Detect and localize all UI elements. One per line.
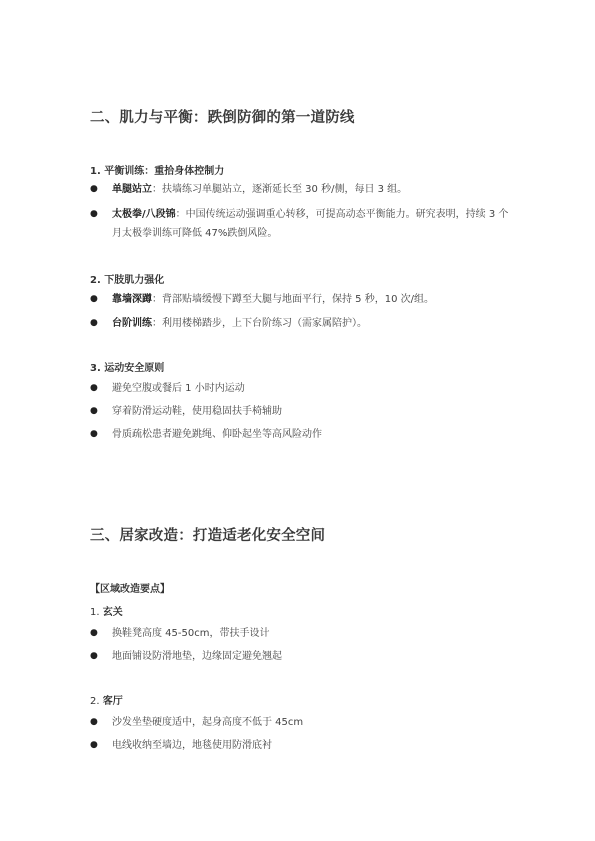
bullet-icon: ●: [90, 651, 98, 661]
item-text: ：扶墙练习单腿站立，逐渐延长至 30 秒/侧，每日 3 组。: [152, 184, 408, 195]
subsection-heading-safety-principles: [90, 359, 164, 374]
list-item: [90, 713, 510, 732]
bullet-icon: ●: [90, 184, 98, 194]
bullet-icon: ●: [90, 740, 98, 750]
section-heading-home-modification: 三、居家改造：打造适老化安全空间: [90, 528, 326, 544]
bullet-icon: ●: [90, 294, 98, 304]
bullet-icon: ●: [90, 628, 98, 638]
subsection-title: 客厅: [102, 696, 123, 707]
item-label: 单腿站立: [112, 184, 152, 195]
list-item: [90, 205, 510, 243]
subsection-heading-balance-training: [90, 162, 224, 177]
list-item: [90, 425, 510, 444]
bullet-icon: ●: [90, 429, 98, 439]
item-text: 沙发坐垫硬度适中，起身高度不低于 45cm: [112, 717, 304, 728]
item-text: 避免空腹或餐后 1 小时内运动: [112, 383, 245, 394]
item-text: ：中国传统运动强调重心转移，可提高动态平衡能力。研究表明，持续 3 个月太极拳训练可降低 47%跌倒风险。: [112, 209, 509, 239]
list-item: [90, 402, 510, 421]
subsection-number: 3.: [90, 363, 101, 374]
subsection-number: 2.: [90, 275, 101, 286]
item-label: 靠墙深蹲: [112, 294, 152, 305]
item-text: 电线收纳至墙边，地毯使用防滑底衬: [112, 740, 272, 751]
subsection-number: 2.: [90, 696, 100, 707]
list-item: [90, 624, 510, 643]
subsection-title: 下肢肌力强化: [104, 275, 165, 286]
item-text: ：利用楼梯踏步，上下台阶练习（需家属陪护）。: [152, 318, 367, 329]
bullet-icon: ●: [90, 383, 98, 393]
subsection-heading-lower-limb: [90, 271, 164, 286]
bullet-icon: ●: [90, 209, 98, 219]
list-item: [90, 180, 510, 199]
bullet-icon: ●: [90, 318, 98, 328]
section-heading-strength-balance: 二、肌力与平衡：跌倒防御的第一道防线: [90, 110, 355, 126]
subsection-title: 玄关: [102, 607, 123, 618]
subsection-title: 运动安全原则: [104, 363, 165, 374]
item-text: ：背部贴墙缓慢下蹲至大腿与地面平行，保持 5 秒，10 次/组。: [152, 294, 434, 305]
list-item: [90, 290, 510, 309]
zone-heading: 【区域改造要点】: [90, 584, 170, 595]
list-item: [90, 379, 510, 398]
list-item: [90, 736, 510, 755]
subsection-number: 1.: [90, 607, 100, 618]
bullet-icon: ●: [90, 717, 98, 727]
item-text: 换鞋凳高度 45-50cm，带扶手设计: [112, 628, 270, 639]
item-text: 穿着防滑运动鞋，使用稳固扶手椅辅助: [112, 406, 282, 417]
item-text: 地面铺设防滑地垫，边缘固定避免翘起: [112, 651, 282, 662]
list-item: [90, 314, 510, 333]
item-label: 台阶训练: [112, 318, 152, 329]
subsection-heading-entrance: [90, 603, 123, 618]
item-text: 骨质疏松患者避免跳绳、仰卧起坐等高风险动作: [112, 429, 322, 440]
bullet-icon: ●: [90, 406, 98, 416]
subsection-heading-living-room: [90, 692, 123, 707]
list-item: [90, 647, 510, 666]
item-label: 太极拳/八段锦: [112, 209, 176, 220]
subsection-number: 1.: [90, 166, 101, 177]
subsection-title: 平衡训练：重拾身体控制力: [104, 166, 225, 177]
